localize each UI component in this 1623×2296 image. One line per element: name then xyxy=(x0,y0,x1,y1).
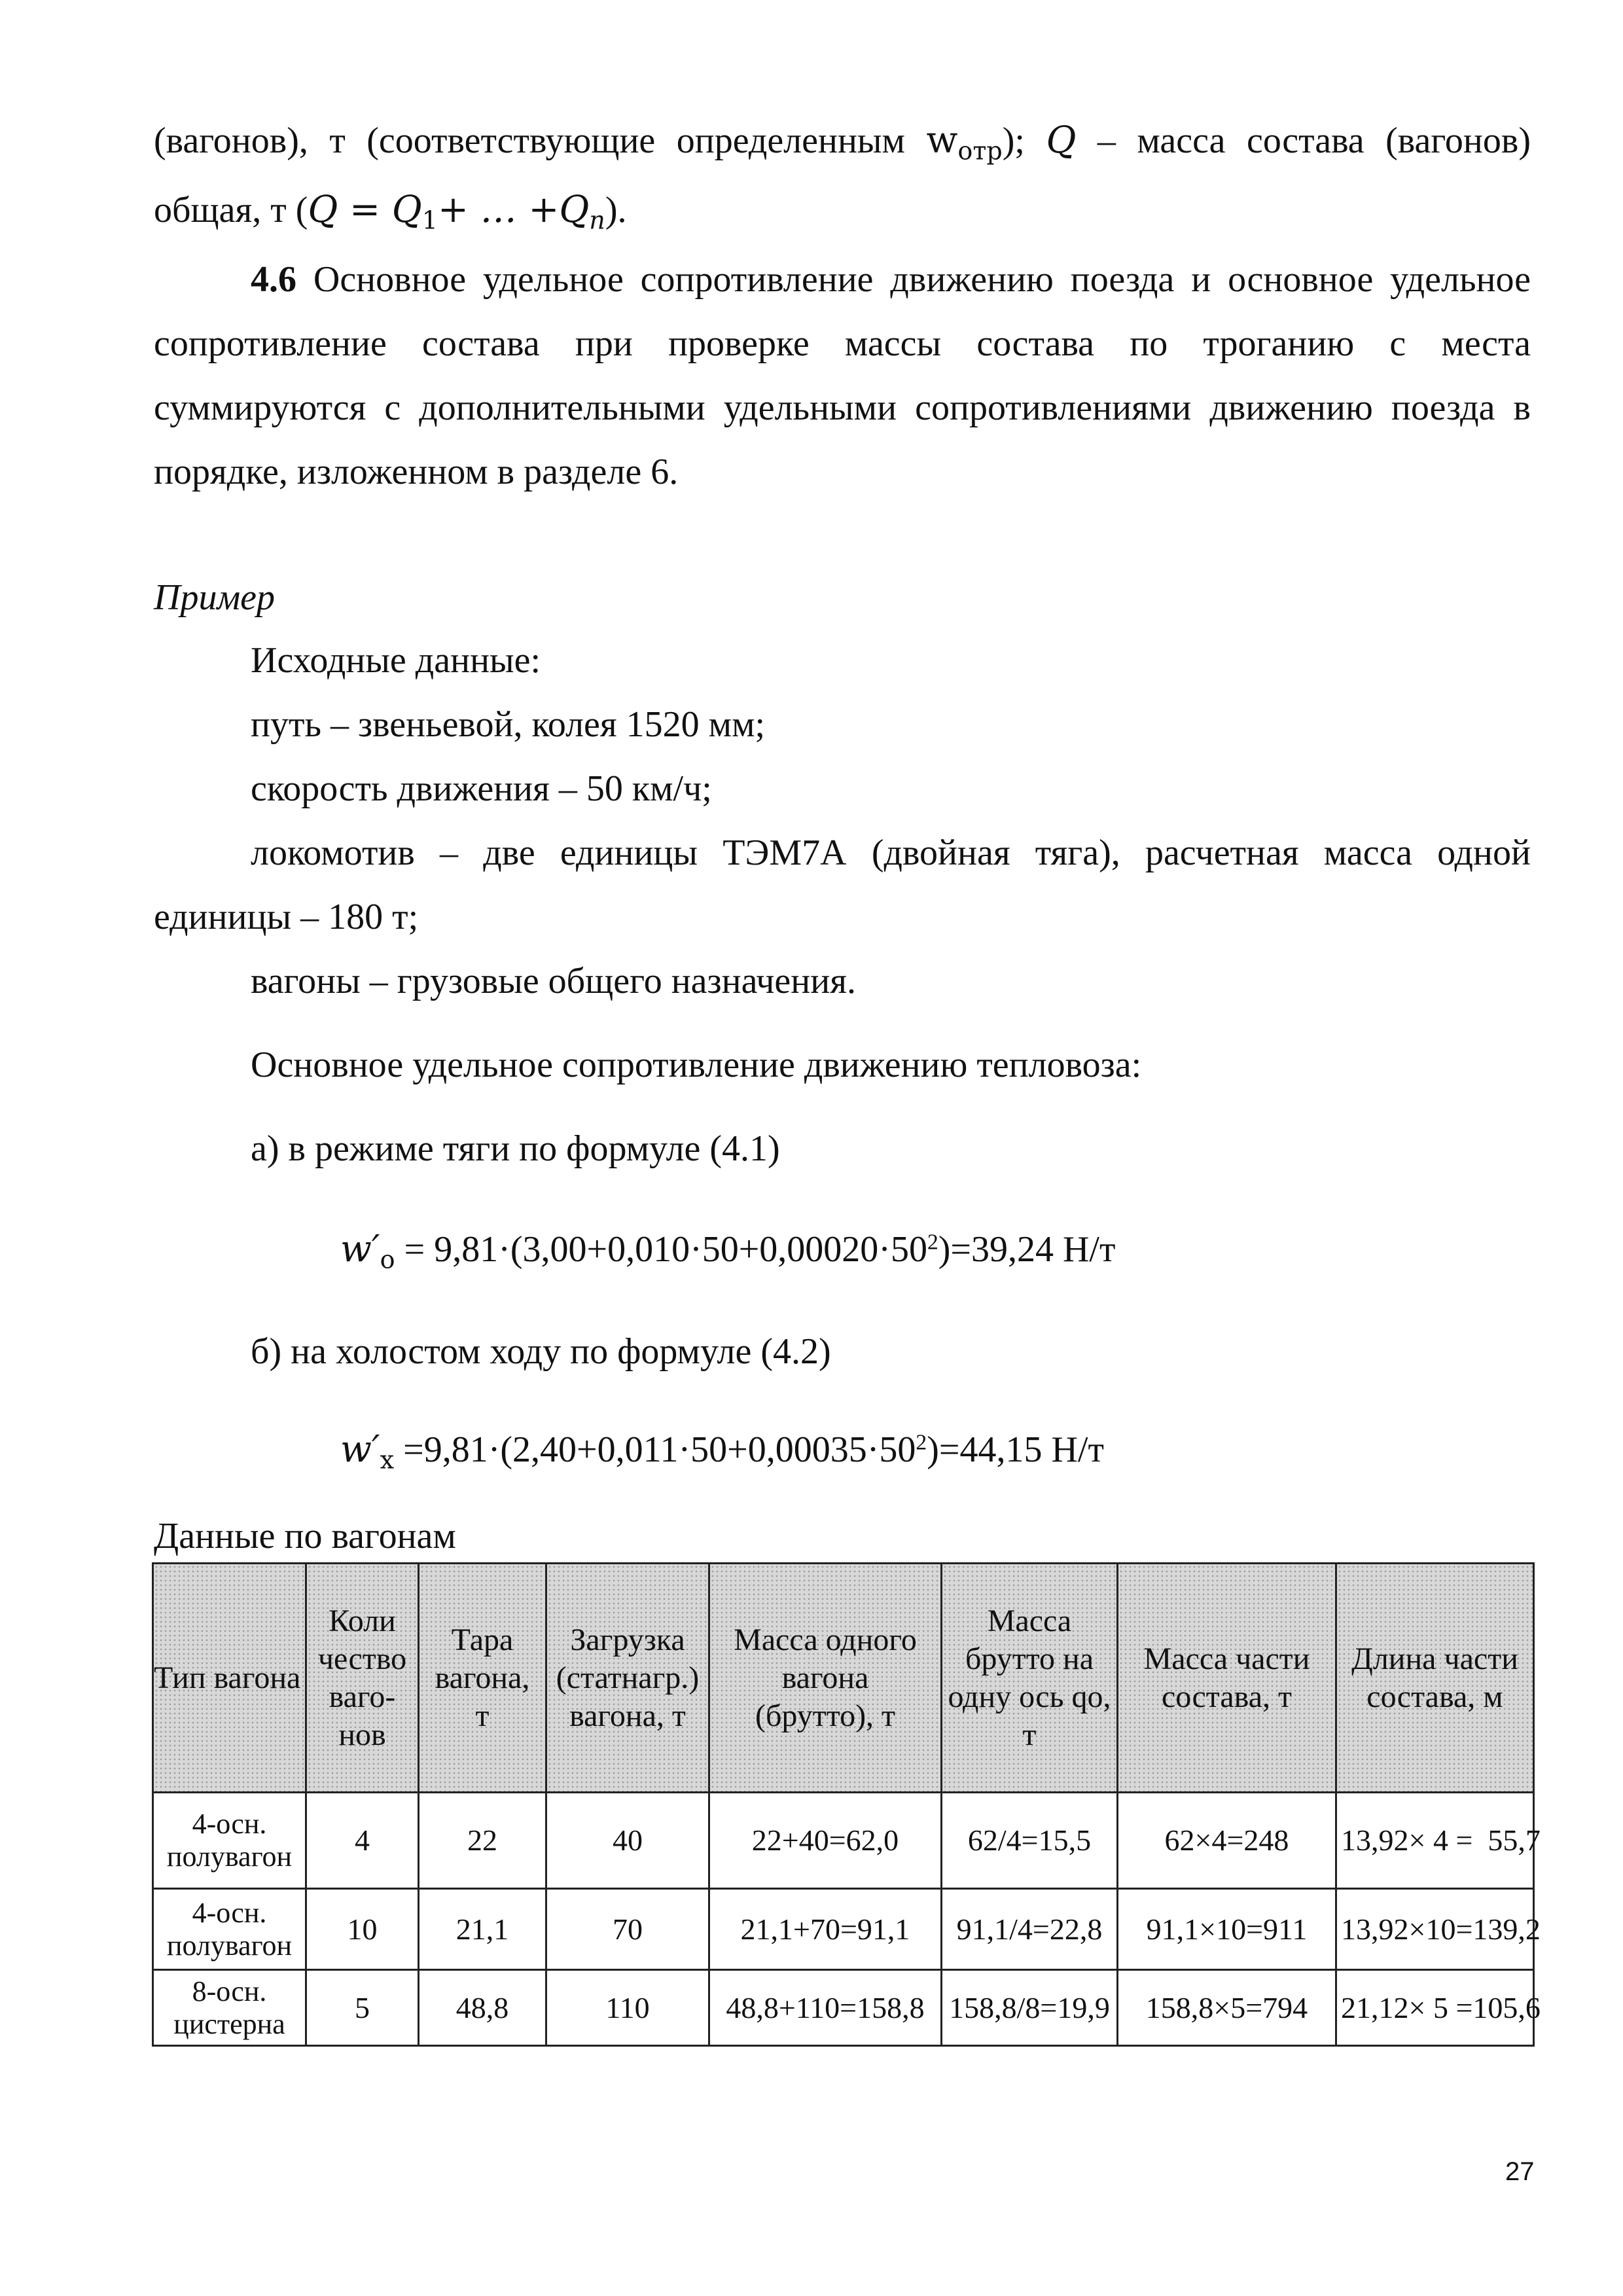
wagons-line: вагоны – грузовые общего назначения. xyxy=(251,961,856,1001)
header-line: т xyxy=(475,1698,490,1733)
col-header-axle-load xyxy=(942,1564,1118,1793)
header-line: состава, т xyxy=(1162,1679,1292,1714)
locomotive-line: локомотив – две единицы ТЭМ7А (двойная тяга), расчетная масса одной xyxy=(251,833,1531,873)
cell-tare: 21,1 xyxy=(419,1889,546,1970)
table-row xyxy=(153,1889,1534,1970)
cell-part-length: 13,92×10=139,2 xyxy=(1336,1889,1534,1970)
cell-gross-mass: 21,1+70=91,1 xyxy=(709,1889,942,1970)
col-header-train-part-mass xyxy=(1118,1564,1336,1793)
cell-wagon-type xyxy=(153,1970,306,2046)
header-line: (брутто), т xyxy=(755,1698,896,1733)
cell-part-length: 21,12× 5 =105,6 xyxy=(1336,1970,1534,2046)
header-line: Коли xyxy=(329,1603,396,1638)
cell-axle-load: 158,8/8=19,9 xyxy=(942,1970,1118,2046)
math-Q: Q xyxy=(1046,119,1077,162)
math-symbol: Q = Q xyxy=(308,188,422,231)
locomotive-line: единицы – 180 т; xyxy=(154,897,419,937)
table-header-row xyxy=(153,1564,1534,1793)
paragraph-line xyxy=(154,187,1531,233)
header-line: т xyxy=(1022,1717,1037,1752)
header-line: одну ось qo, xyxy=(948,1679,1111,1714)
superscript: 2 xyxy=(916,1430,927,1455)
cell-load: 70 xyxy=(546,1889,709,1970)
header-line: (статнагр.) xyxy=(556,1660,700,1695)
header-line: нов xyxy=(338,1717,386,1752)
text: Основное удельное сопротивление движению поезда и основное удельное xyxy=(296,259,1531,300)
paragraph-line: суммируются с дополнительными удельными сопротивлениями движению поезда в xyxy=(154,387,1531,428)
text: ). xyxy=(605,190,627,230)
col-header-type xyxy=(153,1564,306,1793)
math-w-otr xyxy=(926,119,1003,166)
text: – масса состава (вагонов) xyxy=(1076,120,1531,161)
header-line: состава, м xyxy=(1366,1679,1503,1714)
math-symbol: w′ xyxy=(340,1228,380,1270)
text: (вагонов), т (соответствующие определенным xyxy=(154,120,927,161)
cell-tare: 48,8 xyxy=(419,1970,546,2046)
cell-line: 8-осн. xyxy=(192,1975,267,2007)
header-line: вагона xyxy=(781,1660,869,1695)
header-line: Загрузка xyxy=(570,1622,685,1657)
cell-axle-load: 91,1/4=22,8 xyxy=(942,1889,1118,1970)
cell-load: 110 xyxy=(546,1970,709,2046)
formula-result: )=44,15 Н/т xyxy=(927,1429,1104,1470)
header-line: Масса xyxy=(987,1603,1072,1638)
header-line: чество xyxy=(317,1641,407,1676)
text: общая, т ( xyxy=(154,190,308,230)
cell-count: 5 xyxy=(306,1970,419,2046)
cell-count: 4 xyxy=(306,1793,419,1889)
formula-4-1 xyxy=(340,1227,1115,1272)
paragraph-line: сопротивление состава при проверке массы состава по троганию с места xyxy=(154,323,1531,364)
cell-part-length: 13,92× 4 = 55,7 xyxy=(1336,1793,1534,1889)
formula-symbol xyxy=(340,1228,395,1274)
math-sum-Q xyxy=(308,188,605,235)
section-4-6-line xyxy=(251,257,1531,302)
col-header-train-part-length xyxy=(1336,1564,1534,1793)
cell-wagon-type xyxy=(153,1889,306,1970)
equals-sign: = xyxy=(394,1429,424,1470)
page-number: 27 xyxy=(1505,2157,1535,2186)
cell-wagon-type xyxy=(153,1793,306,1889)
header-line: ваго- xyxy=(329,1679,396,1714)
col-header-tare xyxy=(419,1564,546,1793)
cell-part-mass: 91,1×10=911 xyxy=(1118,1889,1336,1970)
formula-4-2 xyxy=(340,1427,1104,1473)
formula-symbol xyxy=(340,1428,395,1475)
cell-line: 4-осн. xyxy=(192,1896,267,1929)
math-subscript: 1 xyxy=(421,206,438,235)
wagon-data-table xyxy=(152,1562,1541,2047)
track-line: путь – звеньевой, колея 1520 мм; xyxy=(251,704,766,745)
superscript: 2 xyxy=(927,1230,938,1255)
math-subscript: x xyxy=(380,1445,395,1475)
header-line: вагона, xyxy=(435,1660,530,1695)
col-header-gross-mass xyxy=(709,1564,942,1793)
cell-tare: 22 xyxy=(419,1793,546,1889)
cell-part-mass: 62×4=248 xyxy=(1118,1793,1336,1889)
cell-line: полувагон xyxy=(166,1840,293,1873)
col-header-count xyxy=(306,1564,419,1793)
resistance-intro: Основное удельное сопротивление движению тепловоза: xyxy=(251,1045,1142,1085)
cell-load: 40 xyxy=(546,1793,709,1889)
formula-body: 9,81·(3,00+0,010·50+0,00020·50 xyxy=(434,1229,927,1270)
example-heading: Пример xyxy=(154,577,276,618)
math-symbol: w xyxy=(926,119,958,162)
table-row xyxy=(153,1793,1534,1889)
initial-data-label: Исходные данные: xyxy=(251,640,541,681)
header-line: брутто на xyxy=(965,1641,1094,1676)
cell-line: полувагон xyxy=(166,1929,293,1962)
math-symbol: + … +Q xyxy=(437,188,590,231)
case-b-label: б) на холостом ходу по формуле (4.2) xyxy=(251,1331,831,1372)
cell-count: 10 xyxy=(306,1889,419,1970)
header-line: Масса одного xyxy=(734,1622,917,1657)
header-line: вагона, т xyxy=(569,1698,686,1733)
speed-line: скорость движения – 50 км/ч; xyxy=(251,768,712,809)
text: ); xyxy=(1002,120,1046,161)
cell-part-mass: 158,8×5=794 xyxy=(1118,1970,1336,2046)
math-symbol: w′ xyxy=(340,1428,380,1471)
formula-result: )=39,24 Н/т xyxy=(938,1229,1116,1270)
col-header-load xyxy=(546,1564,709,1793)
math-subscript: n xyxy=(589,206,605,235)
header-line: Длина части xyxy=(1351,1641,1518,1676)
header-line: Тип вагона xyxy=(154,1660,301,1695)
cell-gross-mass: 48,8+110=158,8 xyxy=(709,1970,942,2046)
paragraph-line: порядке, изложенном в разделе 6. xyxy=(154,452,679,492)
math-subscript: отр xyxy=(957,136,1003,166)
section-number: 4.6 xyxy=(251,259,296,300)
table-row xyxy=(153,1970,1534,2046)
cell-line: 4-осн. xyxy=(192,1808,267,1840)
paragraph-line xyxy=(154,118,1531,164)
cell-axle-load: 62/4=15,5 xyxy=(942,1793,1118,1889)
case-a-label: а) в режиме тяги по формуле (4.1) xyxy=(251,1128,780,1169)
cell-line: цистерна xyxy=(173,2007,285,2040)
table-caption: Данные по вагонам xyxy=(154,1516,456,1556)
formula-body: 9,81·(2,40+0,011·50+0,00035·50 xyxy=(423,1429,916,1470)
cell-gross-mass: 22+40=62,0 xyxy=(709,1793,942,1889)
header-line: Масса части xyxy=(1143,1641,1310,1676)
math-subscript: o xyxy=(380,1245,395,1274)
header-line: Тара xyxy=(451,1622,514,1657)
equals-sign: = xyxy=(395,1229,435,1270)
